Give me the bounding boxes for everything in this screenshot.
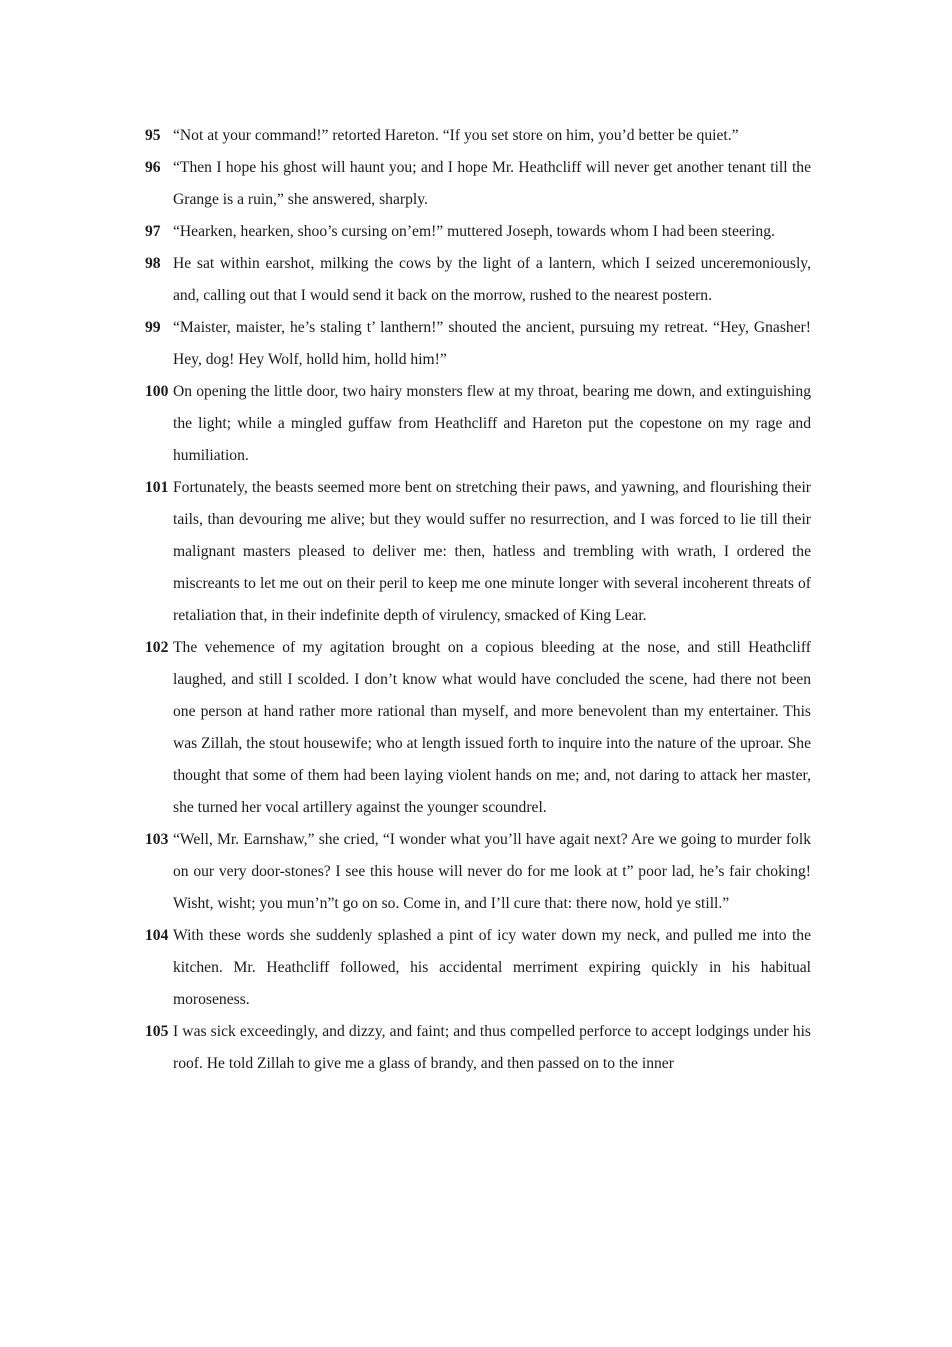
paragraph-104 (145, 920, 811, 1016)
paragraph-text: With these words she suddenly splashed a pint of icy water down my neck, and pulled me into the kitchen. Mr. Heathcliff followed, his accidental merriment expiring quickly in his habitual moroseness. (173, 927, 811, 1008)
text-body (145, 120, 811, 1080)
paragraph-96 (145, 152, 811, 216)
paragraph-98 (145, 248, 811, 312)
paragraph-number: 95 (145, 127, 161, 144)
paragraph-105 (145, 1016, 811, 1080)
paragraph-103 (145, 824, 811, 920)
paragraph-number: 98 (145, 255, 161, 272)
paragraph-text: On opening the little door, two hairy monsters flew at my throat, bearing me down, and extinguishing the light; while a mingled guffaw from Heathcliff and Hareton put the copestone on my rage and humiliation. (173, 383, 811, 464)
paragraph-number: 99 (145, 319, 161, 336)
paragraph-number: 96 (145, 159, 161, 176)
paragraph-text: Fortunately, the beasts seemed more bent on stretching their paws, and yawning, and flourishing their tails, than devouring me alive; but they would suffer no resurrection, and I was forced to lie till their malignant masters pleased to deliver me: then, hatless and trembling with wrath, I ordered the miscreants to let me out on their peril to keep me one minute longer with several incoherent threats of retaliation that, in their indefinite depth of virulency, smacked of King Lear. (173, 479, 811, 624)
paragraph-99 (145, 312, 811, 376)
paragraph-97 (145, 216, 811, 248)
paragraph-number: 101 (145, 479, 169, 496)
paragraph-102 (145, 632, 811, 824)
paragraph-100 (145, 376, 811, 472)
paragraph-text: He sat within earshot, milking the cows by the light of a lantern, which I seized unceremoniously, and, calling out that I would send it back on the morrow, rushed to the nearest postern. (173, 255, 811, 304)
paragraph-text: “Hearken, hearken, shoo’s cursing on’em!” muttered Joseph, towards whom I had been steering. (173, 223, 775, 240)
paragraph-number: 104 (145, 927, 169, 944)
paragraph-text: I was sick exceedingly, and dizzy, and faint; and thus compelled perforce to accept lodgings under his roof. He told Zillah to give me a glass of brandy, and then passed on to the inner (173, 1023, 811, 1072)
paragraph-text: “Not at your command!” retorted Hareton. “If you set store on him, you’d better be quiet.” (173, 127, 739, 144)
paragraph-number: 103 (145, 831, 169, 848)
paragraph-number: 102 (145, 639, 169, 656)
paragraph-text: “Then I hope his ghost will haunt you; and I hope Mr. Heathcliff will never get another tenant till the Grange is a ruin,” she answered, sharply. (173, 159, 811, 208)
paragraph-number: 100 (145, 383, 169, 400)
paragraph-95 (145, 120, 811, 152)
paragraph-number: 105 (145, 1023, 169, 1040)
paragraph-text: The vehemence of my agitation brought on a copious bleeding at the nose, and still Heathcliff laughed, and still I scolded. I don’t know what would have concluded the scene, had there not been one person at hand rather more rational than myself, and more benevolent than my entertainer. This was Zillah, the stout housewife; who at length issued forth to inquire into the nature of the uproar. She thought that some of them had been laying violent hands on me; and, not daring to attack her master, she turned her vocal artillery against the younger scoundrel. (173, 639, 811, 816)
paragraph-text: “Maister, maister, he’s staling t’ lanthern!” shouted the ancient, pursuing my retreat. “Hey, Gnasher! Hey, dog! Hey Wolf, holld him, holld him!” (173, 319, 811, 368)
paragraph-101 (145, 472, 811, 632)
paragraph-text: “Well, Mr. Earnshaw,” she cried, “I wonder what you’ll have agait next? Are we going to murder folk on our very door-stones? I see this house will never do for me look at t” poor lad, he’s fair choking! Wisht, wisht; you mun’n”t go on so. Come in, and I’ll cure that: there now, hold ye still.” (173, 831, 811, 912)
paragraph-number: 97 (145, 223, 161, 240)
